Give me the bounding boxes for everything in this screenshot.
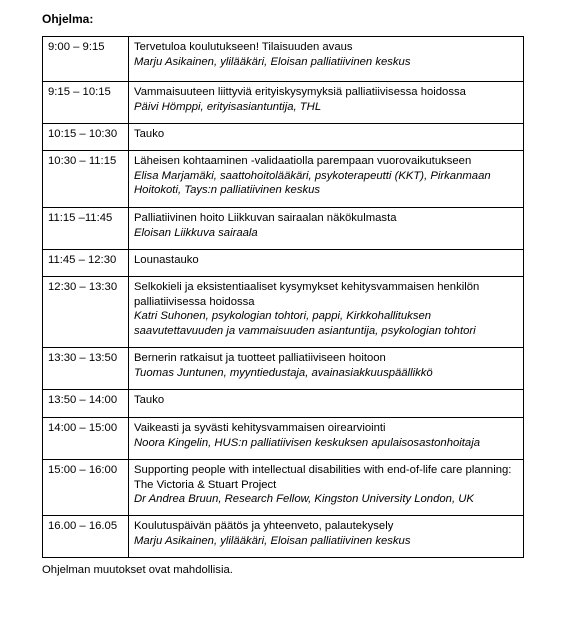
session-title: Vaikeasti ja syvästi kehitysvammaisen oirearviointi [134,422,386,434]
row-content [129,277,524,348]
session-speaker: Eloisan Liikkuva sairaala [134,226,258,239]
table-row [43,82,524,124]
table-row [43,37,524,82]
session-speaker: Marju Asikainen, ylilääkäri, Eloisan palliatiivinen keskus [134,55,411,68]
session-title: Lounastauko [134,254,199,266]
row-time: 11:45 – 12:30 [43,250,129,277]
row-time: 10:30 – 11:15 [43,151,129,208]
table-row [43,151,524,208]
session-title: Bernerin ratkaisut ja tuotteet palliatiiviseen hoitoon [134,352,386,364]
session-speaker: Elisa Marjamäki, saattohoitolääkäri, psykoterapeutti (KKT), Pirkanmaan Hoitokoti, Tays:n palliatiivinen keskus [134,169,491,196]
session-title: Tauko [134,128,165,140]
row-time: 14:00 – 15:00 [43,418,129,460]
row-content [129,418,524,460]
row-time: 13:50 – 14:00 [43,390,129,418]
row-content [129,250,524,277]
table-row [43,250,524,277]
row-content [129,516,524,558]
table-row [43,348,524,390]
table-row [43,277,524,348]
session-title: Tauko [134,394,165,406]
row-content [129,208,524,250]
program-table [42,36,524,558]
session-speaker: Dr Andrea Bruun, Research Fellow, Kingston University London, UK [134,493,474,505]
session-title: Läheisen kohtaaminen -validaatiolla parempaan vuorovaikutukseen [134,155,472,167]
row-content [129,37,524,82]
row-content [129,348,524,390]
row-time: 13:30 – 13:50 [43,348,129,390]
row-content [129,82,524,124]
row-content [129,460,524,516]
row-time: 9:15 – 10:15 [43,82,129,124]
page-title: Ohjelma: [42,12,94,26]
row-time: 16.00 – 16.05 [43,516,129,558]
session-speaker: Katri Suhonen, psykologian tohtori, pappi, Kirkkohallituksen saavutettavuuden ja vammaisuuden asiantuntija, psykologian tohtori [134,310,476,337]
row-time: 9:00 – 9:15 [43,37,129,82]
table-row [43,516,524,558]
row-time: 11:15 –11:45 [43,208,129,250]
row-content [129,390,524,418]
table-row [43,208,524,250]
session-speaker: Noora Kingelin, HUS:n palliatiivisen keskuksen apulaisosastonhoitaja [134,436,481,449]
session-title: Tervetuloa koulutukseen! Tilaisuuden avaus [134,41,353,53]
session-title: Koulutuspäivän päätös ja yhteenveto, palautekysely [134,520,394,532]
table-row [43,418,524,460]
session-title: Vammaisuuteen liittyviä erityiskysymyksiä palliatiivisessa hoidossa [134,86,466,98]
row-content [129,151,524,208]
session-speaker: Marju Asikainen, ylilääkäri, Eloisan palliatiivinen keskus [134,534,411,547]
row-time: 10:15 – 10:30 [43,124,129,151]
table-row [43,124,524,151]
table-row [43,390,524,418]
table-row [43,460,524,516]
session-title: Palliatiivinen hoito Liikkuvan sairaalan näkökulmasta [134,212,397,224]
row-content [129,124,524,151]
session-speaker: Tuomas Juntunen, myyntiedustaja, avainasiakkuuspäällikkö [134,366,433,379]
session-title: Selkokieli ja eksistentiaaliset kysymykset kehitysvammaisen henkilön palliatiivisessa hoidossa [134,281,480,308]
session-title: Supporting people with intellectual disabilities with end-of-life care planning: The Victoria & Stuart Project [134,464,512,491]
row-time: 12:30 – 13:30 [43,277,129,348]
session-speaker: Päivi Hömppi, erityisasiantuntija, THL [134,100,322,113]
footer-note: Ohjelman muutokset ovat mahdollisia. [42,564,233,576]
row-time: 15:00 – 16:00 [43,460,129,516]
